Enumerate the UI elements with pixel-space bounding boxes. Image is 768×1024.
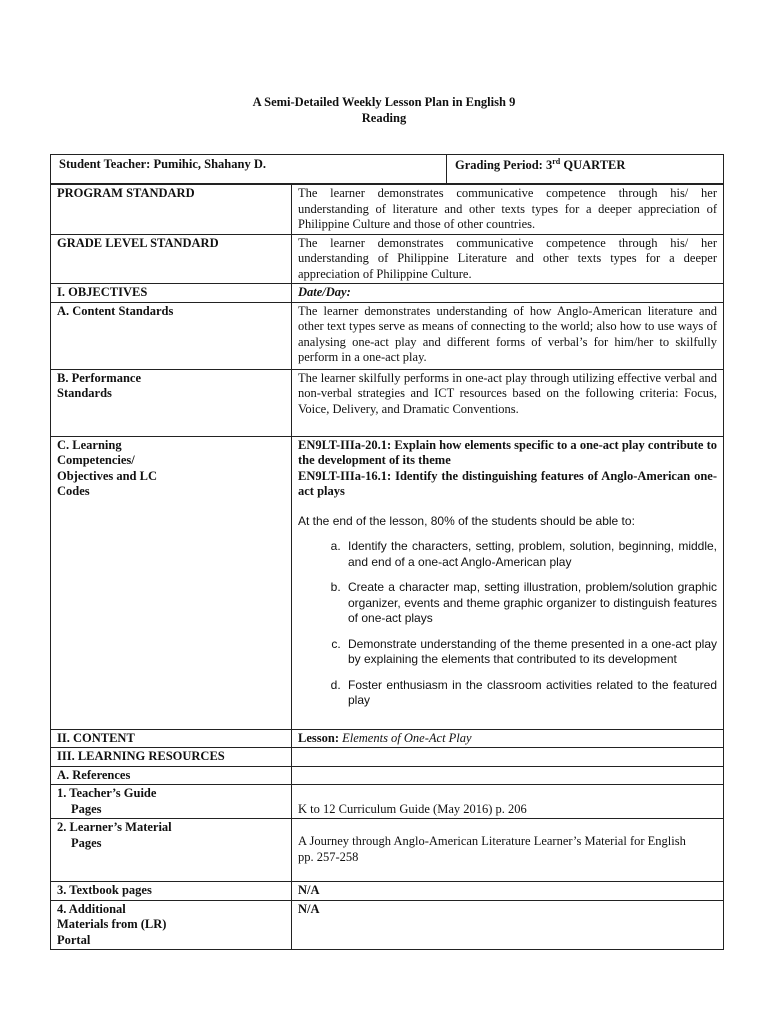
learners-material-title: A Journey through Anglo-American Literature Learner’s Material for English (298, 834, 686, 848)
grading-period-cell (447, 155, 724, 184)
lesson-cell (292, 729, 724, 748)
learners-material-value (292, 819, 724, 882)
grade-level-standard-row (51, 234, 724, 284)
objectives-intro: At the end of the lesson, 80% of the students should be able to: (298, 513, 635, 528)
program-standard-text: The learner demonstrates communicative competence through his/ her understanding of literature and other texts types for a deeper appreciation of Philippine Culture and those of other countries. (292, 185, 724, 235)
additional-label-line1: 4. Additional (57, 901, 126, 916)
learners-material-label-line1: 2. Learner’s Material (57, 820, 172, 834)
references-empty (292, 766, 724, 785)
objectives-list (298, 539, 717, 709)
header-table (50, 154, 724, 184)
objectives-label: I. OBJECTIVES (51, 284, 292, 303)
teachers-guide-label-line2: Pages (71, 801, 102, 816)
additional-label-line3: Portal (57, 932, 91, 947)
document-title (0, 94, 768, 126)
competency-code-2: EN9LT-IIIa-16.1: Identify the distinguishing features of Anglo-American one-act plays (298, 468, 717, 498)
list-item: d. Foster enthusiasm in the classroom activities related to the featured play (344, 678, 717, 709)
competency-code-1: EN9LT-IIIa-20.1: Explain how elements specific to a one-act play contribute to the development of its theme (298, 437, 717, 467)
list-item: b. Create a character map, setting illustration, problem/solution graphic organizer, events and theme graphic organizer to distinguish features of one-act plays (344, 580, 717, 627)
additional-materials-label (51, 900, 292, 950)
learning-resources-label: III. LEARNING RESOURCES (51, 748, 292, 767)
competencies-label-line3: Objectives and LC (57, 468, 157, 483)
learning-resources-row (51, 748, 724, 767)
additional-materials-row (51, 900, 724, 950)
textbook-label: 3. Textbook pages (51, 882, 292, 901)
learners-material-pages: pp. 257-258 (298, 849, 359, 864)
references-label: A. References (51, 766, 292, 785)
learning-resources-empty (292, 748, 724, 767)
grading-period-value: QUARTER (563, 158, 626, 173)
performance-standards-text: The learner skilfully performs in one-act play through utilizing effective verbal and non-verbal strategies and ICT resources based on the following criteria: Focus, Voice, Delivery, and Dramatic Conventions. (292, 369, 724, 436)
additional-label-line2: Materials from (LR) (57, 917, 167, 931)
performance-label-line2: Standards (57, 386, 112, 400)
grading-period-number: 3 (545, 158, 553, 173)
learners-material-label-line2: Pages (71, 835, 102, 850)
student-teacher-label: Student Teacher: (59, 157, 151, 171)
competencies-label-line1: C. Learning (57, 437, 122, 452)
competencies-label-line2: Competencies/ (57, 453, 135, 467)
objectives-row (51, 284, 724, 303)
lesson-value: Elements of One-Act Play (342, 730, 472, 745)
title-line-1: A Semi-Detailed Weekly Lesson Plan in English 9 (252, 95, 516, 109)
teachers-guide-label (51, 785, 292, 819)
grading-period-suffix: rd (552, 157, 561, 166)
additional-materials-value: N/A (292, 900, 724, 950)
grade-level-standard-label: GRADE LEVEL STANDARD (51, 234, 292, 284)
grade-level-standard-text: The learner demonstrates communicative competence through his/ her understanding of Philippine Literature and other texts types for a deeper appreciation of Philippine Culture. (292, 234, 724, 284)
grading-period-label: Grading Period: (455, 158, 543, 173)
competencies-label (51, 436, 292, 729)
list-item: c. Demonstrate understanding of the theme presented in a one-act play by explaining the elements that contributed to its development (344, 637, 717, 668)
student-teacher-value: Pumihic, Shahany D. (153, 157, 266, 171)
content-standards-text: The learner demonstrates understanding of how Anglo-American literature and other text types serve as means of connecting to the world; also how to use ways of analysing one-act play and different forms of verbal’s for him/her to skilfully perform in a one-act play. (292, 302, 724, 369)
textbook-row (51, 882, 724, 901)
student-teacher-cell (51, 155, 447, 184)
teachers-guide-value: K to 12 Curriculum Guide (May 2016) p. 206 (292, 785, 724, 819)
learners-material-row (51, 819, 724, 882)
teachers-guide-row (51, 785, 724, 819)
competencies-content (292, 436, 724, 729)
content-row (51, 729, 724, 748)
teachers-guide-label-line1: 1. Teacher’s Guide (57, 786, 157, 800)
program-standard-label: PROGRAM STANDARD (51, 185, 292, 235)
performance-standards-row (51, 369, 724, 436)
content-label: II. CONTENT (51, 729, 292, 748)
content-standards-label: A. Content Standards (51, 302, 292, 369)
learners-material-label (51, 819, 292, 882)
date-day-label: Date/Day: (292, 284, 724, 303)
performance-standards-label (51, 369, 292, 436)
title-line-2: Reading (361, 111, 407, 125)
competencies-label-line4: Codes (57, 484, 90, 498)
performance-label-line1: B. Performance (57, 370, 141, 385)
references-row (51, 766, 724, 785)
content-standards-row (51, 302, 724, 369)
competencies-row (51, 436, 724, 729)
list-item: a. Identify the characters, setting, problem, solution, beginning, middle, and end of a one-act Anglo-American play (344, 539, 717, 570)
lesson-label: Lesson: (298, 730, 339, 745)
lesson-plan-table (50, 184, 724, 950)
program-standard-row (51, 185, 724, 235)
textbook-value: N/A (292, 882, 724, 901)
